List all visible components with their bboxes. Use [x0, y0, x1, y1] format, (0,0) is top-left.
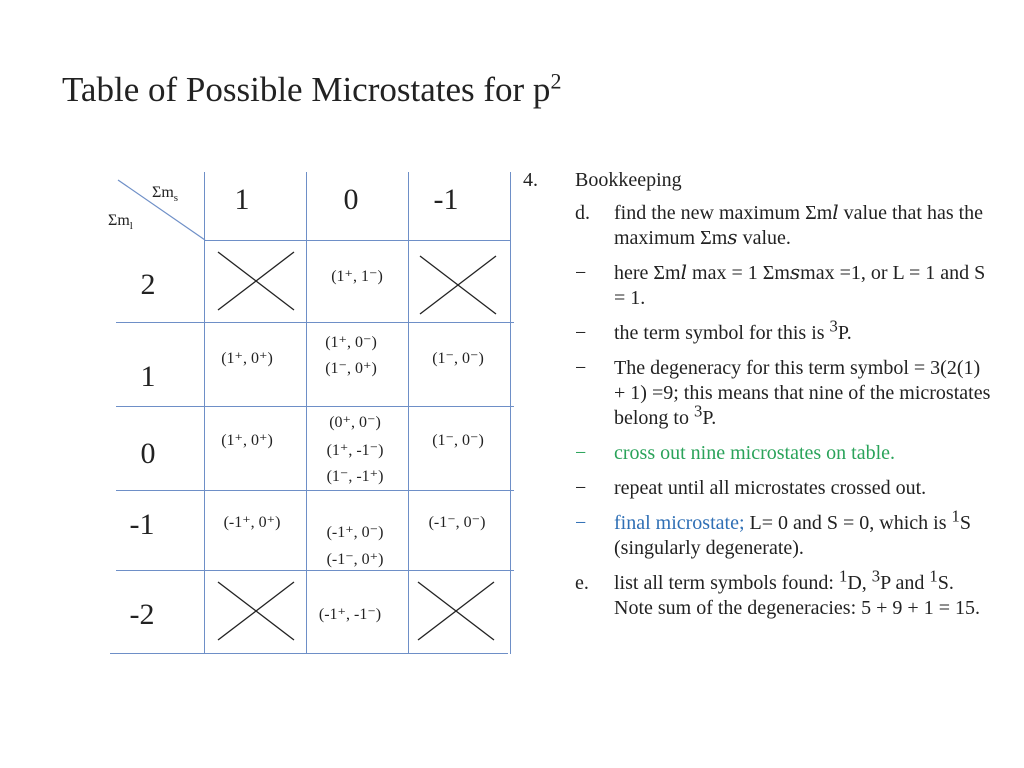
bullet-5 [523, 476, 993, 501]
cell-rm2-c0: (-1⁺, -1⁻) [318, 606, 382, 623]
col-header-minus1: -1 [433, 183, 459, 216]
cell-r1-cm1: (1⁻, 0⁻) [432, 350, 484, 367]
title-superscript: 2 [550, 68, 562, 94]
item-4 [523, 168, 993, 193]
cross-mark-rm2-c1 [216, 580, 296, 642]
slide-title [62, 70, 561, 110]
cell-r1-c0-b: (1⁻, 0⁺) [325, 360, 377, 377]
cell-r0-c0-c: (1⁻, -1⁺) [326, 468, 384, 485]
cross-mark-r2-cm1 [418, 254, 498, 316]
row-header-0: 0 [140, 437, 156, 470]
grid-hline-header [204, 240, 511, 241]
bullet-1-dash: − [575, 262, 587, 284]
grid-hline-4 [116, 570, 514, 571]
cell-rm1-c0-b: (-1⁻, 0⁺) [326, 551, 384, 568]
bullet-3-dash: − [575, 357, 587, 379]
cell-rm1-c0-a: (-1⁺, 0⁻) [326, 524, 384, 541]
sub-e-text: list all term symbols found: $^1$D, $^3$P and $^1$S. Note sum of the degeneracies: 5 + 9 + 1 = 15. [614, 566, 980, 619]
grid-hline-1 [116, 322, 514, 323]
bullet-2-dash: − [575, 322, 587, 344]
row-header-minus2: -2 [129, 598, 155, 631]
bullet-6-dash: − [575, 512, 587, 534]
cross-mark-r2-c1 [216, 250, 296, 312]
grid-vline-4 [510, 172, 511, 654]
bullet-6 [523, 506, 993, 561]
cell-r0-c0-a: (0⁺, 0⁻) [329, 414, 381, 431]
bullet-5-text: repeat until all microstates crossed out. [614, 477, 927, 499]
bullet-6-text: final microstate; L= 0 and S = 0, which is $^1$S (singularly degenerate). [614, 506, 971, 559]
row-header-2: 2 [140, 268, 156, 301]
cell-r0-cm1: (1⁻, 0⁻) [432, 432, 484, 449]
cell-r2-c0: (1⁺, 1⁻) [331, 268, 383, 285]
bullet-3-text: The degeneracy for this term symbol = 3(2(1) + 1) =9; this means that nine of the microstates belong to $^3$P. [614, 357, 991, 429]
col-axis-label: $\Sigma m_s$ [152, 184, 179, 205]
sub-e [523, 566, 993, 621]
cell-r1-c0-a: (1⁺, 0⁻) [325, 334, 377, 351]
bullet-1-text: here Σm𝑙 max = 1 Σm𝑠max =1, or L = 1 and S = 1. [614, 262, 986, 309]
grid-hline-2 [116, 406, 514, 407]
sub-d-text: find the new maximum Σm𝑙 value that has the maximum Σm𝑠 value. [614, 202, 984, 249]
grid-vline-1 [204, 172, 205, 654]
cell-r0-c1: (1⁺, 0⁺) [221, 432, 273, 449]
row-axis-label: $\Sigma m_l$ [108, 212, 133, 233]
grid-vline-3 [408, 172, 409, 654]
cell-r0-c0-b: (1⁺, -1⁻) [326, 442, 384, 459]
cell-r1-c1: (1⁺, 0⁺) [221, 350, 273, 367]
bullet-4-text: cross out nine microstates on table. [614, 442, 896, 464]
title-text: Table of Possible Microstates for p [62, 70, 551, 109]
bullet-4 [523, 441, 993, 466]
row-header-minus1: -1 [129, 508, 155, 541]
bullet-2-text: the term symbol for this is $^3$P. [614, 316, 852, 344]
row-header-1: 1 [140, 360, 156, 393]
grid-hline-3 [116, 490, 514, 491]
cross-mark-rm2-cm1 [416, 580, 496, 642]
cell-rm1-c1: (-1⁺, 0⁺) [223, 514, 281, 531]
bullet-2 [523, 316, 993, 346]
notes-panel [523, 168, 993, 631]
grid-hline-bottom [110, 653, 508, 654]
sub-d-marker: d. [575, 202, 590, 224]
sub-d [523, 201, 993, 251]
col-header-1: 1 [234, 183, 250, 216]
cell-rm1-cm1: (-1⁻, 0⁻) [428, 514, 486, 531]
bullet-3 [523, 356, 993, 431]
col-header-0: 0 [343, 183, 359, 216]
item-4-text: Bookkeeping [575, 169, 682, 191]
bullet-4-dash: − [575, 442, 587, 464]
item-4-marker: 4. [523, 169, 538, 191]
bullet-5-dash: − [575, 477, 587, 499]
sub-e-marker: e. [575, 572, 589, 594]
bullet-1 [523, 261, 993, 311]
